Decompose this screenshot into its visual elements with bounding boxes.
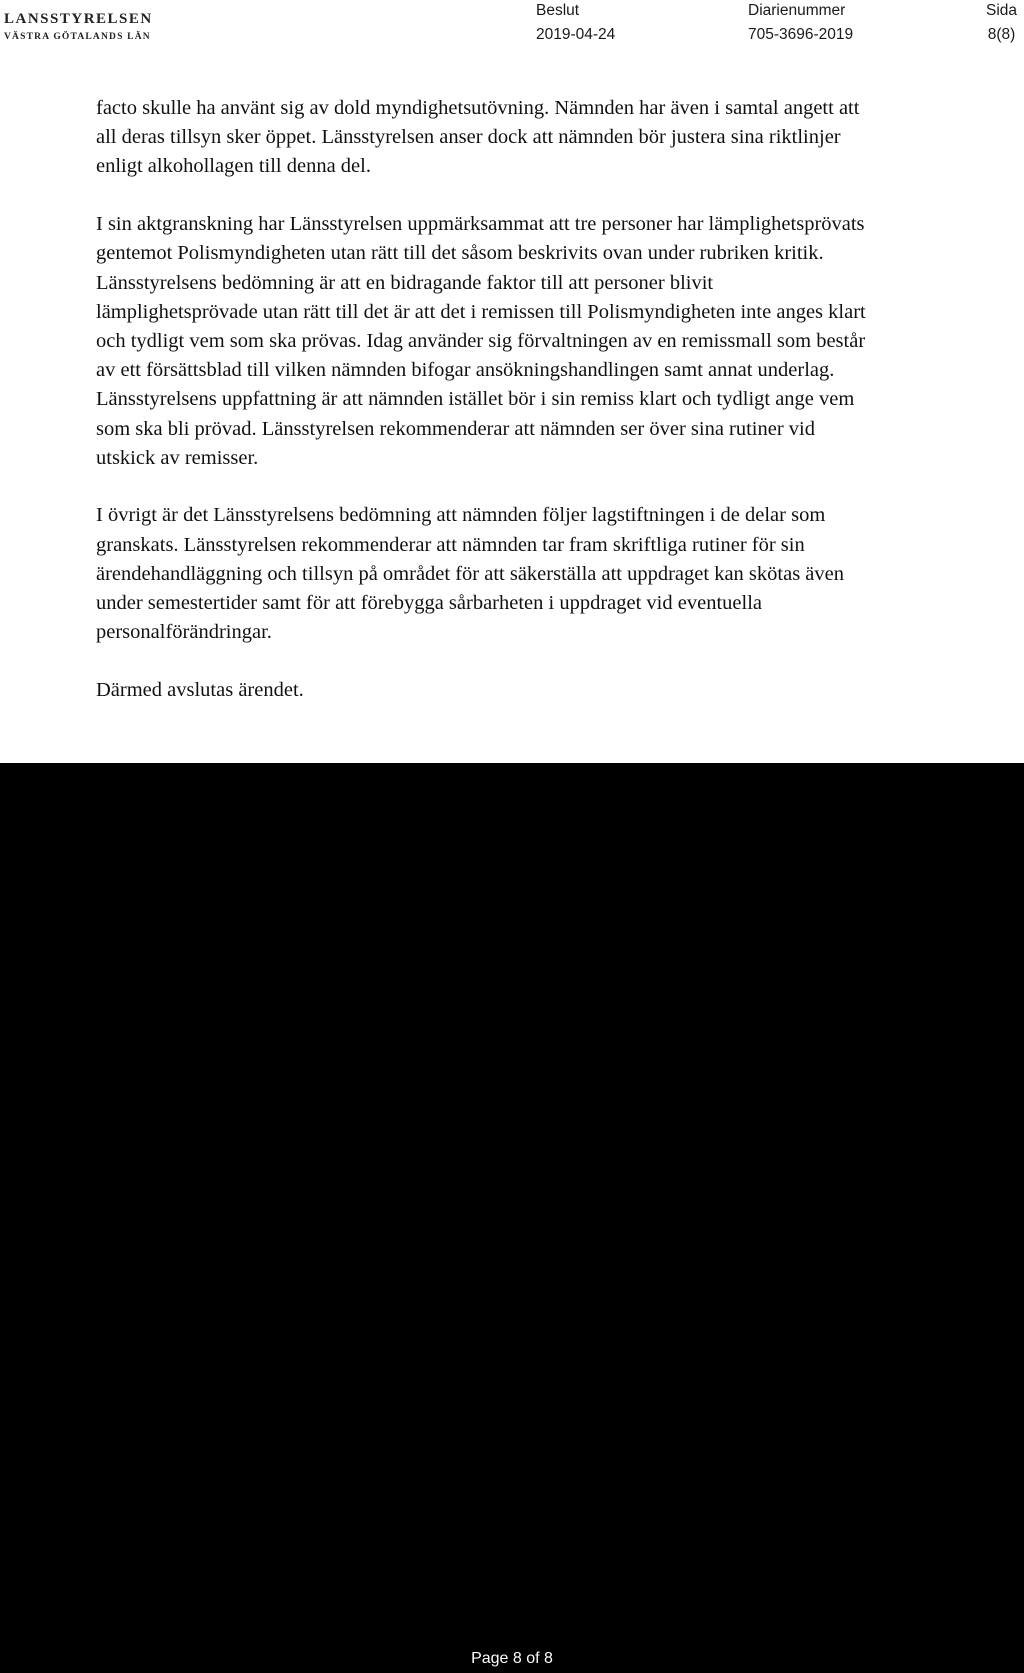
decision-block — [536, 2, 615, 44]
page-label: Sida — [986, 2, 1018, 19]
paragraph: I sin aktgranskning har Länsstyrelsen uppmärksammat att tre personer har lämplighetsprövats gentemot Polismyndigheten utan rätt till det såsom beskrivits ovan under rubriken kritik. Länsstyrelsens bedömning är att en bidragande faktor till att personer blivit lämplighetsprövade utan rätt till det är att det i remissen till Polismyndigheten inte anges klart och tydligt vem som ska prövas. Idag använder sig förvaltningen av en remissmall som består av ett försättsblad till vilken nämnden bifogar ansökningshandlingen samt annat underlag. Länsstyrelsens uppfattning är att nämnden istället bör i sin remiss klart och tydligt ange vem som ska bli prövad. Länsstyrelsen rekommenderar att nämnden ser över sina rutiner vid utskick av remisser. — [96, 213, 866, 469]
body-text — [96, 94, 871, 734]
page-number-block — [986, 2, 1017, 44]
logo-org-region: VÄSTRA GÖTALANDS LÄN — [4, 32, 151, 42]
logo-org-name: LANSSTYRELSEN — [4, 11, 153, 27]
paragraph-closing: Därmed avslutas ärendet. — [96, 678, 304, 701]
decision-label: Beslut — [536, 2, 580, 19]
diary-number: 705-3696-2019 — [748, 26, 854, 43]
decision-date: 2019-04-24 — [536, 26, 616, 43]
page-indicator: Page 8 of 8 — [471, 1650, 553, 1667]
paragraph: I övrigt är det Länsstyrelsens bedömning att nämnden följer lagstiftningen i de delar som granskats. Länsstyrelsen rekommenderar att nämnden tar fram skriftliga rutiner för sin ärendehandläggning och tillsyn på området för att säkerställa att uppdraget kan skötas även under semestertider samt för att förebygga sårbarheten i uppdraget vid eventuella personalförändringar. — [96, 504, 844, 644]
paragraph: facto skulle ha använt sig av dold myndighetsutövning. Nämnden har även i samtal angett att all deras tillsyn sker öppet. Länsstyrelsen anser dock att nämnden bör justera sina riktlinjer enligt alkohollagen till denna del. — [96, 97, 860, 178]
authority-logo — [4, 10, 153, 44]
scanned-page-area — [0, 0, 1024, 763]
diary-block — [748, 2, 853, 44]
page-value: 8(8) — [987, 26, 1016, 43]
diary-label: Diarienummer — [748, 2, 846, 19]
